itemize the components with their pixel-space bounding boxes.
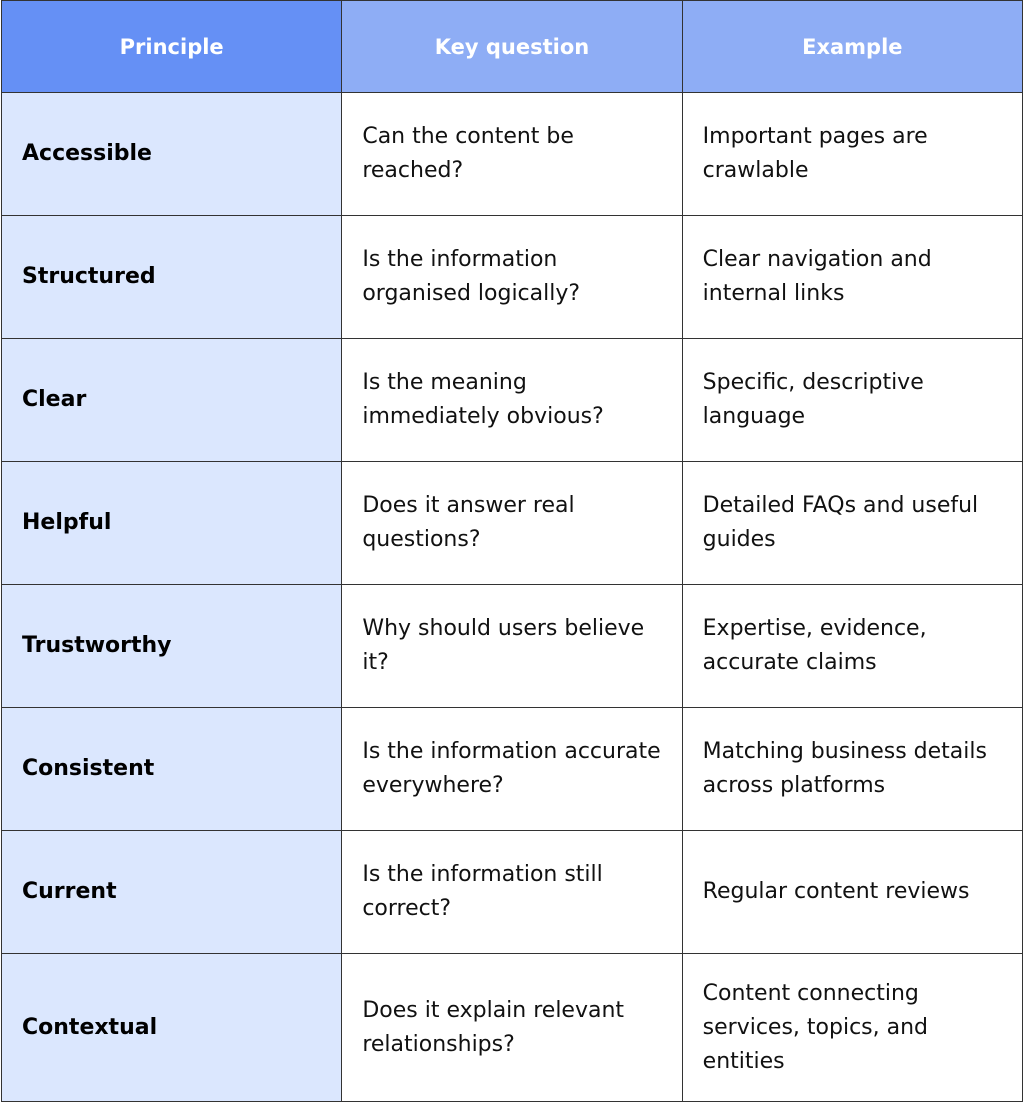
example-cell: Clear navigation and internal links [682,216,1022,339]
example-cell: Content connecting services, topics, and entities [682,954,1022,1102]
question-cell: Why should users believe it? [342,585,682,708]
principle-cell: Structured [2,216,342,339]
question-cell: Is the information still correct? [342,831,682,954]
question-cell: Does it answer real questions? [342,462,682,585]
header-example: Example [682,1,1022,93]
table-row [2,339,1023,462]
table-row [2,954,1023,1102]
principle-cell: Trustworthy [2,585,342,708]
question-cell: Can the content be reached? [342,93,682,216]
example-cell: Regular content reviews [682,831,1022,954]
principle-cell: Current [2,831,342,954]
example-cell: Matching business details across platforms [682,708,1022,831]
question-cell: Is the meaning immediately obvious? [342,339,682,462]
question-cell: Does it explain relevant relationships? [342,954,682,1102]
principle-cell: Consistent [2,708,342,831]
example-cell: Expertise, evidence, accurate claims [682,585,1022,708]
example-cell: Detailed FAQs and useful guides [682,462,1022,585]
principle-cell: Helpful [2,462,342,585]
principle-cell: Contextual [2,954,342,1102]
principle-cell: Clear [2,339,342,462]
example-cell: Specific, descriptive language [682,339,1022,462]
table-row [2,216,1023,339]
example-cell: Important pages are crawlable [682,93,1022,216]
table-row [2,708,1023,831]
question-cell: Is the information accurate everywhere? [342,708,682,831]
header-principle: Principle [2,1,342,93]
principles-table [1,0,1023,1102]
table-row [2,585,1023,708]
principle-cell: Accessible [2,93,342,216]
table-row [2,93,1023,216]
table-row [2,462,1023,585]
question-cell: Is the information organised logically? [342,216,682,339]
header-key-question: Key question [342,1,682,93]
table-row [2,831,1023,954]
header-row [2,1,1023,93]
